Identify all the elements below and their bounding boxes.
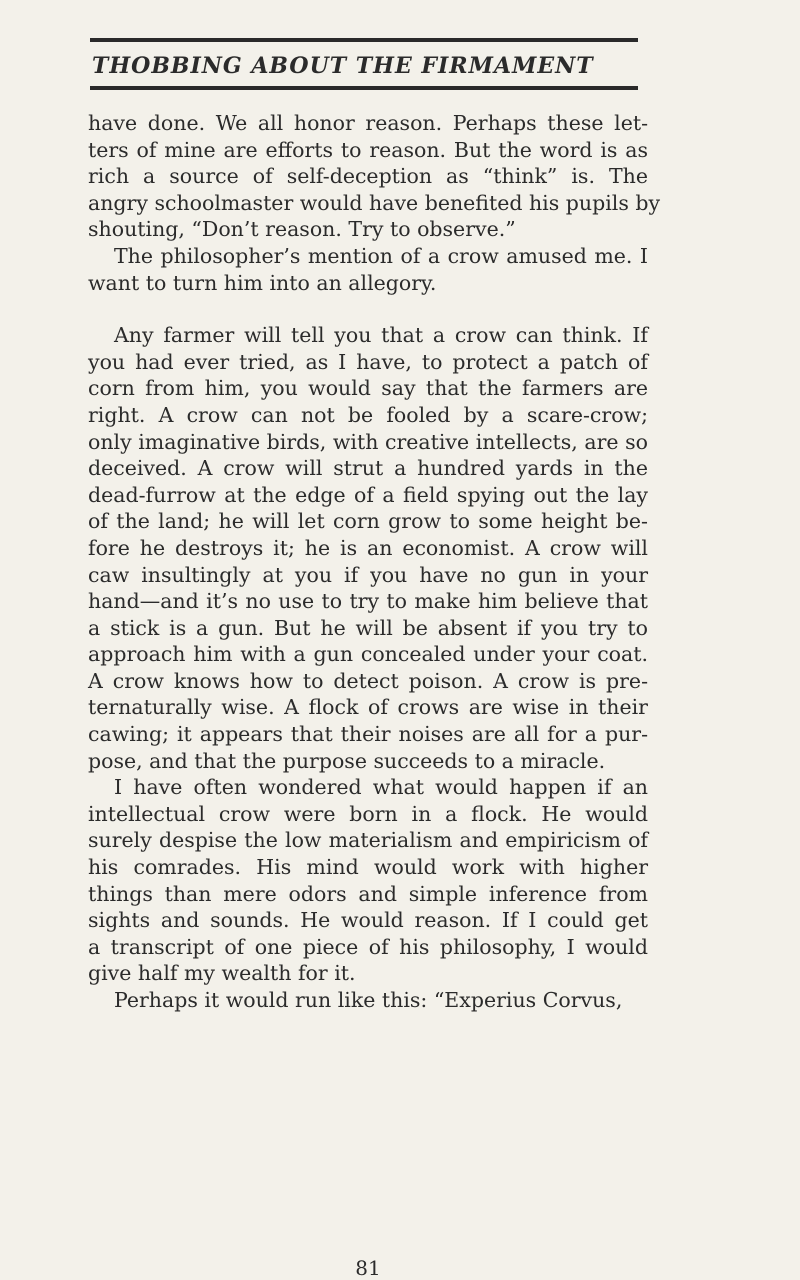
text-line: a stick is a gun. But he will be absent if you try to — [88, 615, 648, 640]
book-page — [88, 38, 661, 1280]
text-line: hand—and it’s no use to try to make him believe that — [88, 589, 648, 614]
paragraph — [88, 243, 648, 296]
body-text — [88, 110, 661, 1014]
text-line: right. A crow can not be fooled by a scare-crow; — [88, 402, 648, 427]
text-line: surely despise the low materialism and empiricism of — [88, 828, 648, 853]
text-line: give half my wealth for it. — [88, 961, 356, 986]
paragraph — [88, 987, 648, 1014]
text-line: ternaturally wise. A flock of crows are wise in their — [88, 695, 648, 720]
running-head: THOBBING ABOUT THE FIRMAMENT — [92, 53, 594, 79]
text-line: deceived. A crow will strut a hundred yards in the — [88, 456, 648, 481]
text-line: pose, and that the purpose succeeds to a miracle. — [88, 748, 606, 773]
paragraph — [88, 322, 648, 774]
text-line: only imaginative birds, with creative intellects, are so — [88, 429, 648, 454]
text-line: Any farmer will tell you that a crow can think. If — [114, 323, 648, 348]
text-line: A crow knows how to detect poison. A crow is pre- — [88, 668, 648, 693]
header-rule-top — [90, 38, 638, 42]
text-line: of the land; he will let corn grow to some height be- — [88, 509, 648, 534]
text-line: rich a source of self-deception as “think” is. The — [88, 164, 648, 189]
text-line: his comrades. His mind would work with higher — [88, 855, 648, 880]
paragraph — [88, 774, 648, 987]
text-line: caw insultingly at you if you have no gun in your — [88, 562, 648, 587]
text-line: intellectual crow were born in a flock. He would — [88, 801, 648, 826]
text-line: dead-furrow at the edge of a field spying out the lay — [88, 482, 648, 507]
text-line: approach him with a gun concealed under your coat. — [88, 642, 648, 667]
text-line: a transcript of one piece of his philosophy, I would — [88, 934, 648, 959]
text-line: angry schoolmaster would have benefited his pupils by — [88, 190, 661, 215]
text-line: ters of mine are efforts to reason. But the word is as — [88, 137, 648, 162]
text-line: want to turn him into an allegory. — [88, 270, 437, 295]
text-line: things than mere odors and simple inference from — [88, 881, 648, 906]
paragraph — [88, 110, 661, 243]
text-line: The philosopher’s mention of a crow amused me. I — [114, 243, 648, 268]
page-number: 81 — [355, 1256, 381, 1280]
text-line: Perhaps it would run like this: “Experius Corvus, — [114, 988, 623, 1012]
text-line: I have often wondered what would happen if an — [114, 775, 648, 800]
header-rule-bottom — [90, 86, 638, 90]
text-line: have done. We all honor reason. Perhaps these let- — [88, 111, 648, 135]
text-line: cawing; it appears that their noises are all for a pur- — [88, 722, 648, 747]
text-line: corn from him, you would say that the farmers are — [88, 376, 648, 401]
text-line: fore he destroys it; he is an economist. A crow will — [88, 535, 648, 560]
text-line: sights and sounds. He would reason. If I could get — [88, 908, 648, 933]
text-line: shouting, “Don’t reason. Try to observe.” — [88, 217, 516, 242]
text-line: you had ever tried, as I have, to protect a patch of — [88, 349, 648, 374]
